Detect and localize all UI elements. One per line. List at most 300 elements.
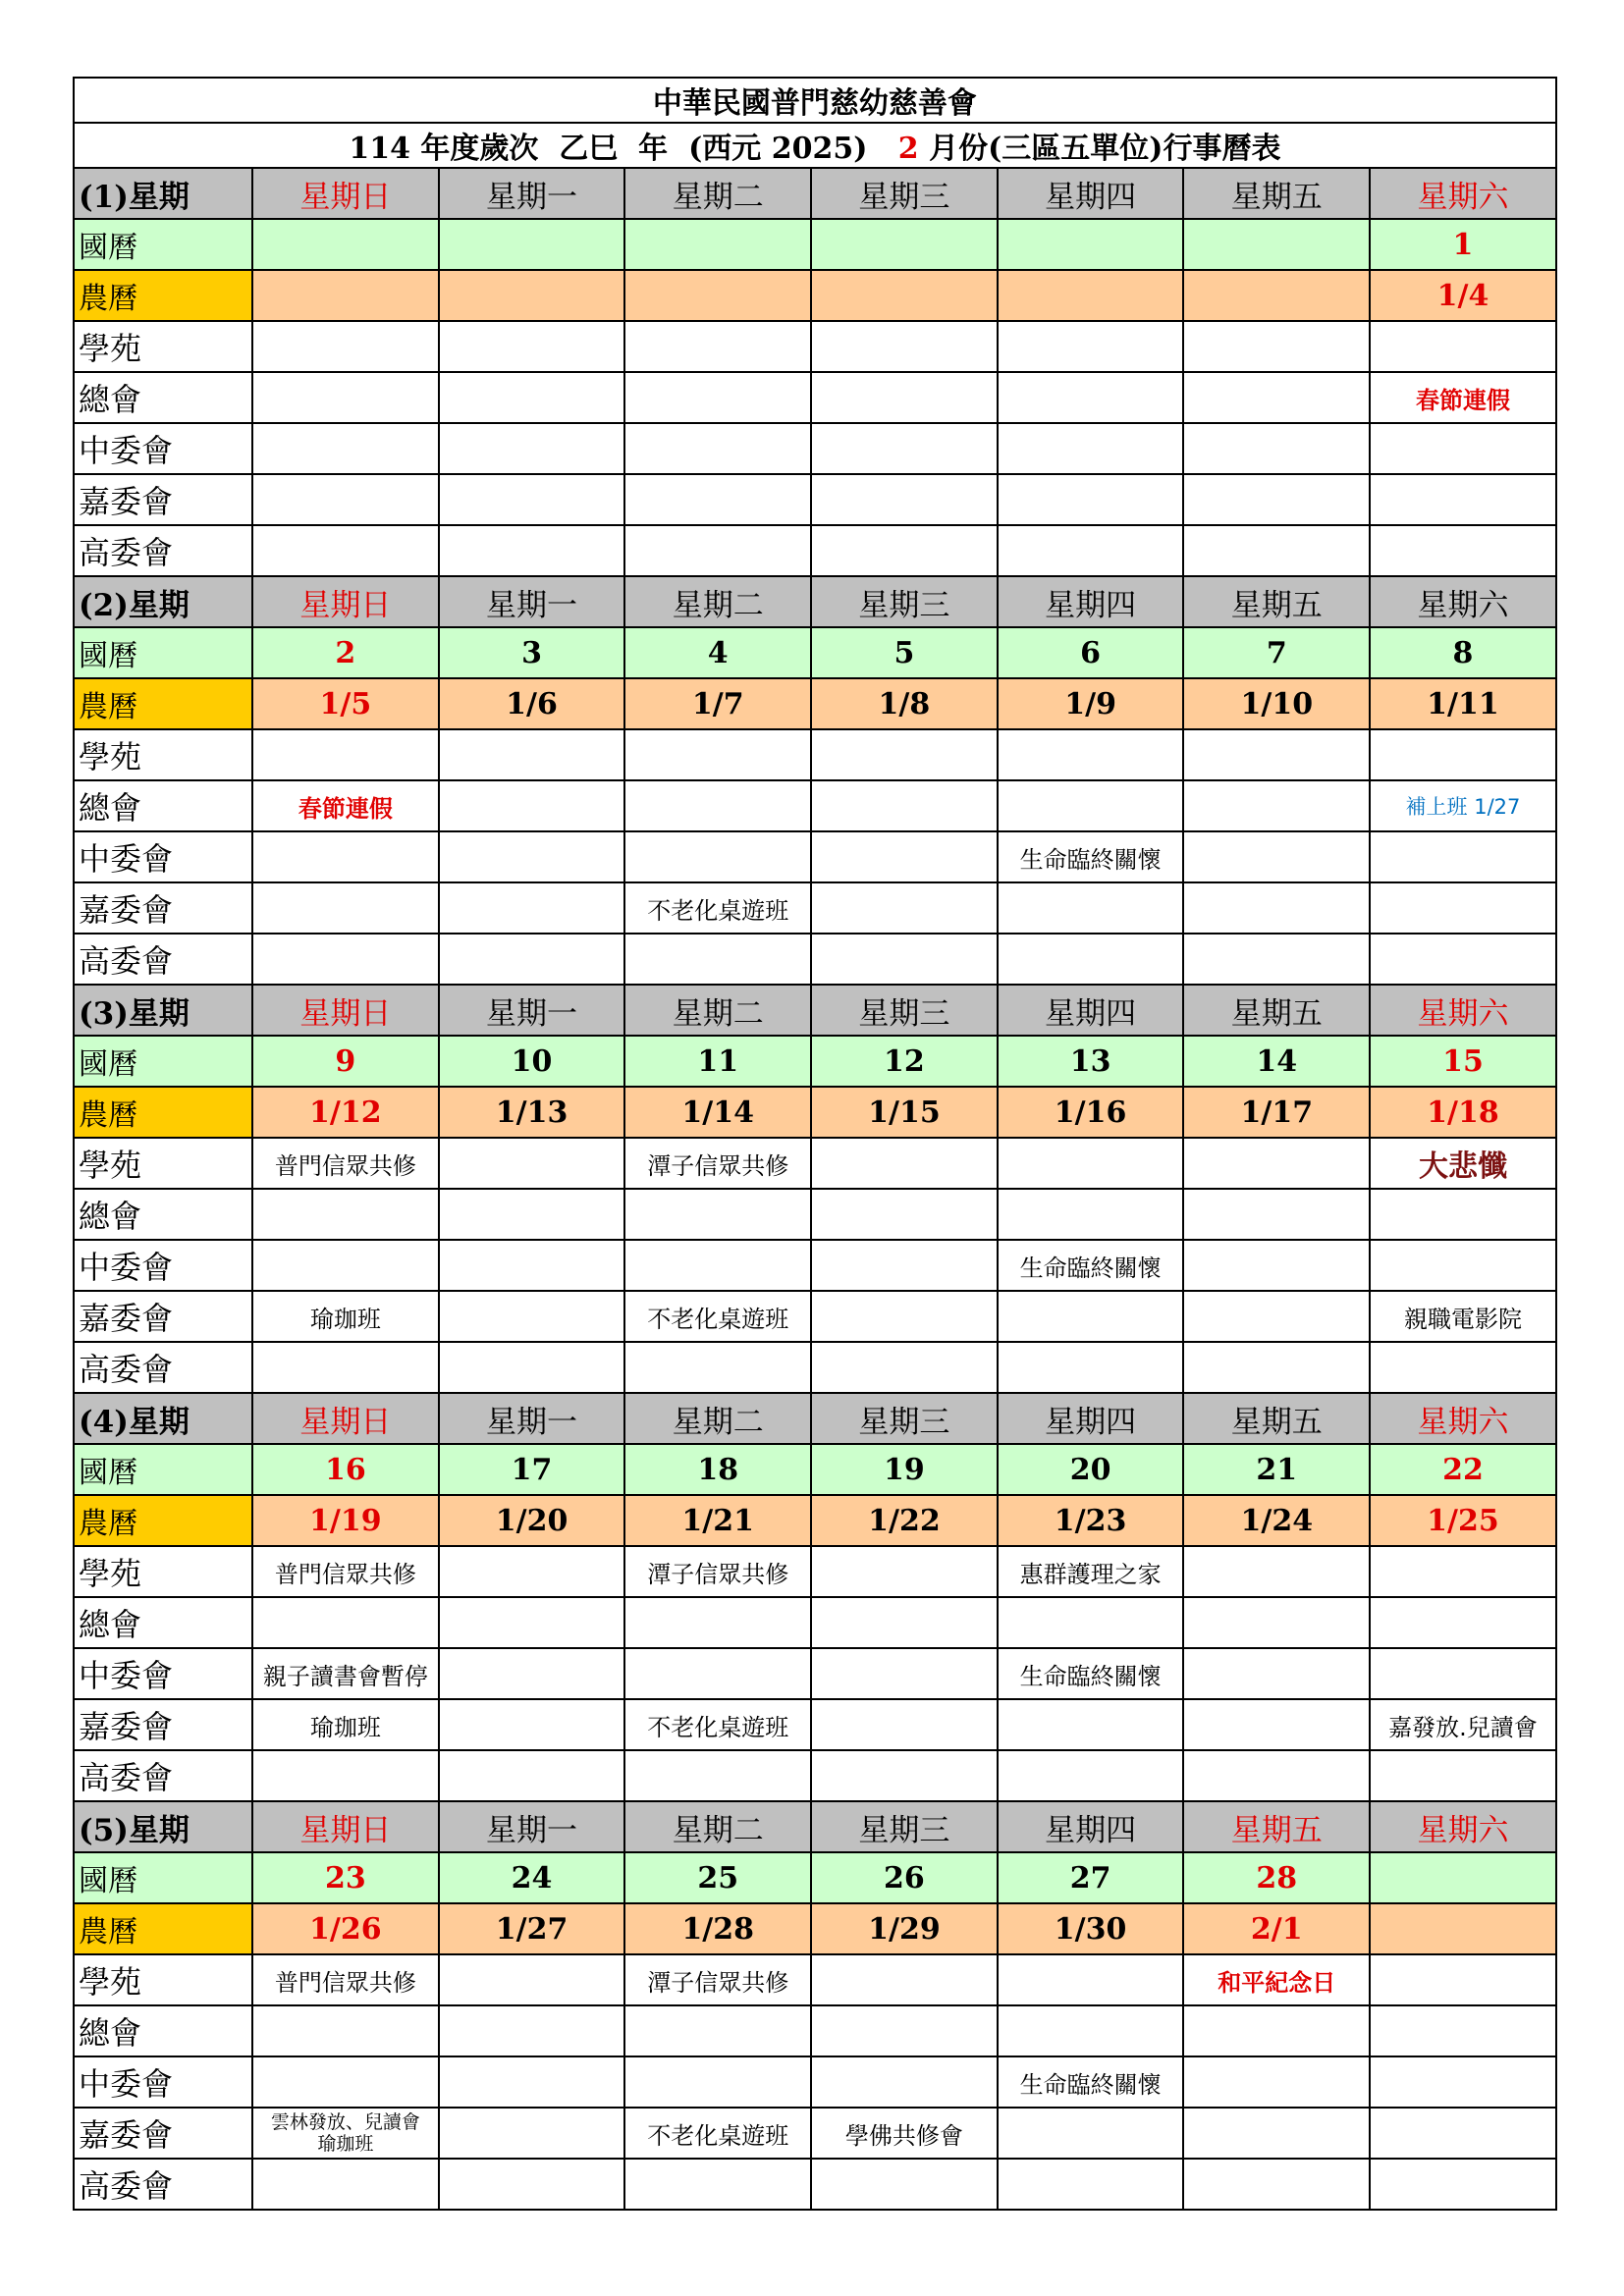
unit-label: 嘉委會 [74, 1699, 252, 1750]
lunar-row [74, 1495, 1556, 1546]
gregorian-date: 10 [439, 1036, 625, 1087]
gregorian-date: 27 [998, 1852, 1184, 1903]
event-cell: 嘉發放.兒讀會 [1370, 1699, 1556, 1750]
event-cell [252, 525, 439, 576]
event-cell [1183, 1597, 1370, 1648]
event-cell [811, 1189, 998, 1240]
weekday-header: 星期三 [811, 168, 998, 219]
week-label: (3)星期 [74, 985, 252, 1036]
week-label: (5)星期 [74, 1801, 252, 1852]
event-cell: 生命臨終關懷 [998, 2056, 1184, 2108]
unit-row [74, 1546, 1556, 1597]
week-header-row [74, 985, 1556, 1036]
weekday-header: 星期五 [1183, 576, 1370, 627]
event-cell [998, 882, 1184, 934]
week-header-row [74, 1801, 1556, 1852]
event-cell [252, 372, 439, 423]
event-cell [439, 2159, 625, 2210]
event-cell [1370, 525, 1556, 576]
unit-row [74, 831, 1556, 882]
weekday-header: 星期日 [252, 1801, 439, 1852]
event-cell [811, 1597, 998, 1648]
unit-label: 學苑 [74, 1954, 252, 2005]
unit-row [74, 2005, 1556, 2056]
event-cell [252, 1240, 439, 1291]
event-cell [998, 934, 1184, 985]
weekday-header: 星期四 [998, 576, 1184, 627]
lunar-row [74, 678, 1556, 729]
unit-row [74, 372, 1556, 423]
lunar-date: 1/4 [1370, 270, 1556, 321]
event-cell [624, 1648, 811, 1699]
unit-row [74, 474, 1556, 525]
gregorian-row [74, 627, 1556, 678]
event-cell [252, 882, 439, 934]
gregorian-date: 24 [439, 1852, 625, 1903]
lunar-date [624, 270, 811, 321]
event-cell [811, 934, 998, 985]
event-cell [811, 1546, 998, 1597]
event-cell [811, 1699, 998, 1750]
event-cell [252, 2005, 439, 2056]
lunar-label: 農曆 [74, 270, 252, 321]
event-cell: 不老化桌遊班 [624, 882, 811, 934]
week-label: (1)星期 [74, 168, 252, 219]
gregorian-date: 8 [1370, 627, 1556, 678]
gregorian-date [439, 219, 625, 270]
gregorian-date: 2 [252, 627, 439, 678]
event-cell [1183, 1648, 1370, 1699]
event-cell: 瑜珈班 [252, 1291, 439, 1342]
event-cell [439, 934, 625, 985]
week-label: (2)星期 [74, 576, 252, 627]
unit-label: 嘉委會 [74, 474, 252, 525]
event-cell [811, 2159, 998, 2210]
unit-row [74, 882, 1556, 934]
weekday-header: 星期四 [998, 1393, 1184, 1444]
unit-row [74, 1699, 1556, 1750]
unit-label: 學苑 [74, 321, 252, 372]
weekday-header: 星期六 [1370, 985, 1556, 1036]
event-cell [624, 525, 811, 576]
unit-label: 總會 [74, 1189, 252, 1240]
weekday-header: 星期一 [439, 985, 625, 1036]
unit-row [74, 1648, 1556, 1699]
event-cell [1370, 1189, 1556, 1240]
lunar-label: 農曆 [74, 1903, 252, 1954]
event-cell [811, 372, 998, 423]
event-cell: 和平紀念日 [1183, 1954, 1370, 2005]
unit-row [74, 934, 1556, 985]
weekday-header: 星期三 [811, 1801, 998, 1852]
lunar-row [74, 1087, 1556, 1138]
weekday-header: 星期六 [1370, 576, 1556, 627]
weekday-header: 星期三 [811, 1393, 998, 1444]
lunar-label: 農曆 [74, 678, 252, 729]
event-cell [811, 831, 998, 882]
gregorian-label: 國曆 [74, 1444, 252, 1495]
unit-row [74, 1240, 1556, 1291]
event-cell [998, 423, 1184, 474]
gregorian-date: 7 [1183, 627, 1370, 678]
lunar-date: 1/20 [439, 1495, 625, 1546]
lunar-date: 1/27 [439, 1903, 625, 1954]
event-cell: 普門信眾共修 [252, 1546, 439, 1597]
event-cell [624, 729, 811, 780]
lunar-date: 1/23 [998, 1495, 1184, 1546]
lunar-date: 1/15 [811, 1087, 998, 1138]
event-cell [624, 1189, 811, 1240]
event-cell [439, 1699, 625, 1750]
event-cell [998, 2108, 1184, 2159]
lunar-date: 1/18 [1370, 1087, 1556, 1138]
weekday-header: 星期三 [811, 576, 998, 627]
gregorian-date: 19 [811, 1444, 998, 1495]
unit-row [74, 1750, 1556, 1801]
event-cell [811, 423, 998, 474]
week-header-row [74, 576, 1556, 627]
gregorian-date [624, 219, 811, 270]
gregorian-date: 21 [1183, 1444, 1370, 1495]
event-cell [252, 1189, 439, 1240]
gregorian-date: 9 [252, 1036, 439, 1087]
gregorian-row [74, 219, 1556, 270]
event-cell [998, 1750, 1184, 1801]
unit-row [74, 1597, 1556, 1648]
event-cell [811, 1750, 998, 1801]
unit-label: 總會 [74, 2005, 252, 2056]
event-line: 雲林發放、兒讀會 [270, 2111, 420, 2133]
event-cell [439, 729, 625, 780]
event-cell [811, 2056, 998, 2108]
lunar-date [1183, 270, 1370, 321]
org-title: 中華民國普門慈幼慈善會 [74, 78, 1556, 123]
event-cell [1183, 934, 1370, 985]
event-cell [811, 1291, 998, 1342]
unit-label: 中委會 [74, 1240, 252, 1291]
event-cell [439, 372, 625, 423]
event-cell [624, 2056, 811, 2108]
weekday-header: 星期日 [252, 985, 439, 1036]
gregorian-date: 12 [811, 1036, 998, 1087]
lunar-date: 1/8 [811, 678, 998, 729]
weekday-header: 星期六 [1370, 1801, 1556, 1852]
gregorian-date: 5 [811, 627, 998, 678]
weekday-header: 星期六 [1370, 168, 1556, 219]
unit-label: 中委會 [74, 1648, 252, 1699]
weekday-header: 星期六 [1370, 1393, 1556, 1444]
weekday-header: 星期二 [624, 1393, 811, 1444]
event-cell: 不老化桌遊班 [624, 1699, 811, 1750]
lunar-date: 1/10 [1183, 678, 1370, 729]
event-cell [1183, 1546, 1370, 1597]
event-cell: 潭子信眾共修 [624, 1546, 811, 1597]
event-cell [811, 1342, 998, 1393]
weekday-header: 星期日 [252, 576, 439, 627]
week-header-row [74, 1393, 1556, 1444]
event-cell [1183, 1240, 1370, 1291]
event-cell [252, 1342, 439, 1393]
unit-label: 嘉委會 [74, 882, 252, 934]
weekday-header: 星期四 [998, 168, 1184, 219]
lunar-date: 1/30 [998, 1903, 1184, 1954]
event-cell [1183, 372, 1370, 423]
event-cell [998, 1291, 1184, 1342]
event-cell [1370, 423, 1556, 474]
event-cell: 補上班 1/27 [1370, 780, 1556, 831]
weekday-header: 星期二 [624, 985, 811, 1036]
event-cell [998, 729, 1184, 780]
event-cell: 不老化桌遊班 [624, 2108, 811, 2159]
calendar-subtitle [74, 123, 1556, 168]
event-cell [811, 1138, 998, 1189]
event-cell [439, 2056, 625, 2108]
event-cell [1183, 2056, 1370, 2108]
event-cell [1370, 474, 1556, 525]
event-cell [998, 2159, 1184, 2210]
lunar-date [1370, 1903, 1556, 1954]
lunar-date [998, 270, 1184, 321]
event-cell [1183, 780, 1370, 831]
gregorian-date [998, 219, 1184, 270]
gregorian-date: 13 [998, 1036, 1184, 1087]
event-cell [811, 780, 998, 831]
subtitle-month: 2 [897, 132, 919, 166]
lunar-date: 1/17 [1183, 1087, 1370, 1138]
event-cell [811, 1240, 998, 1291]
event-cell [439, 321, 625, 372]
gregorian-date: 4 [624, 627, 811, 678]
unit-row [74, 1138, 1556, 1189]
event-cell [252, 1597, 439, 1648]
event-cell: 親職電影院 [1370, 1291, 1556, 1342]
event-cell [439, 1291, 625, 1342]
unit-label: 學苑 [74, 1546, 252, 1597]
event-cell [1183, 321, 1370, 372]
event-cell [439, 2108, 625, 2159]
event-cell [1183, 882, 1370, 934]
event-cell [1370, 1597, 1556, 1648]
lunar-date: 1/5 [252, 678, 439, 729]
event-cell [1370, 1648, 1556, 1699]
unit-label: 高委會 [74, 1750, 252, 1801]
event-cell [1183, 1189, 1370, 1240]
unit-row [74, 1342, 1556, 1393]
lunar-label: 農曆 [74, 1087, 252, 1138]
gregorian-date: 16 [252, 1444, 439, 1495]
gregorian-date [252, 219, 439, 270]
event-cell [998, 1342, 1184, 1393]
event-cell [998, 525, 1184, 576]
event-cell [1370, 831, 1556, 882]
lunar-date [252, 270, 439, 321]
event-cell [252, 321, 439, 372]
event-cell [624, 1342, 811, 1393]
lunar-date: 1/28 [624, 1903, 811, 1954]
event-cell [998, 474, 1184, 525]
event-cell [998, 2005, 1184, 2056]
event-cell [1183, 1750, 1370, 1801]
event-cell [1370, 2005, 1556, 2056]
event-cell [1183, 729, 1370, 780]
event-cell: 生命臨終關懷 [998, 1648, 1184, 1699]
lunar-date: 1/9 [998, 678, 1184, 729]
event-cell [998, 1138, 1184, 1189]
event-cell [439, 423, 625, 474]
subtitle-rest: 月份(三區五單位)行事曆表 [918, 132, 1281, 166]
weekday-header: 星期二 [624, 168, 811, 219]
event-cell [439, 1546, 625, 1597]
gregorian-row [74, 1444, 1556, 1495]
event-cell [1370, 2056, 1556, 2108]
event-cell [998, 321, 1184, 372]
event-cell: 春節連假 [252, 780, 439, 831]
unit-label: 總會 [74, 1597, 252, 1648]
event-cell [811, 525, 998, 576]
unit-row [74, 2056, 1556, 2108]
unit-label: 高委會 [74, 934, 252, 985]
event-cell: 惠群護理之家 [998, 1546, 1184, 1597]
weekday-header: 星期一 [439, 168, 625, 219]
event-cell: 普門信眾共修 [252, 1954, 439, 2005]
lunar-date: 1/24 [1183, 1495, 1370, 1546]
weekday-header: 星期一 [439, 1393, 625, 1444]
event-cell: 大悲懺 [1370, 1138, 1556, 1189]
event-cell [439, 1648, 625, 1699]
gregorian-date: 25 [624, 1852, 811, 1903]
event-cell [1183, 423, 1370, 474]
event-cell [252, 1750, 439, 1801]
event-cell: 學佛共修會 [811, 2108, 998, 2159]
gregorian-date: 20 [998, 1444, 1184, 1495]
lunar-date: 1/25 [1370, 1495, 1556, 1546]
event-cell [624, 780, 811, 831]
weekday-header: 星期五 [1183, 1801, 1370, 1852]
unit-label: 學苑 [74, 729, 252, 780]
event-cell [998, 780, 1184, 831]
unit-label: 中委會 [74, 831, 252, 882]
gregorian-date: 22 [1370, 1444, 1556, 1495]
event-cell [1370, 1546, 1556, 1597]
weekday-header: 星期五 [1183, 985, 1370, 1036]
event-cell [1370, 1342, 1556, 1393]
lunar-date: 1/12 [252, 1087, 439, 1138]
event-cell [439, 474, 625, 525]
unit-label: 中委會 [74, 2056, 252, 2108]
event-cell [811, 1954, 998, 2005]
lunar-date: 2/1 [1183, 1903, 1370, 1954]
lunar-date: 1/19 [252, 1495, 439, 1546]
event-cell [998, 372, 1184, 423]
gregorian-date: 17 [439, 1444, 625, 1495]
gregorian-date: 26 [811, 1852, 998, 1903]
weekday-header: 星期五 [1183, 1393, 1370, 1444]
event-cell [1370, 729, 1556, 780]
event-cell [252, 474, 439, 525]
event-line: 瑜珈班 [317, 2133, 374, 2155]
gregorian-date [1183, 219, 1370, 270]
event-cell [1370, 321, 1556, 372]
event-cell [1370, 2159, 1556, 2210]
event-cell [1370, 882, 1556, 934]
event-cell [439, 1954, 625, 2005]
event-cell [624, 1240, 811, 1291]
unit-row [74, 1954, 1556, 2005]
unit-label: 嘉委會 [74, 2108, 252, 2159]
gregorian-row [74, 1852, 1556, 1903]
event-cell [1183, 474, 1370, 525]
calendar-table [73, 77, 1557, 2211]
gregorian-date: 3 [439, 627, 625, 678]
gregorian-date: 23 [252, 1852, 439, 1903]
event-cell [439, 831, 625, 882]
event-cell [998, 1189, 1184, 1240]
event-cell: 春節連假 [1370, 372, 1556, 423]
event-cell: 生命臨終關懷 [998, 831, 1184, 882]
event-cell [624, 2159, 811, 2210]
event-cell [439, 1240, 625, 1291]
lunar-date: 1/13 [439, 1087, 625, 1138]
event-cell [624, 321, 811, 372]
event-cell [624, 1750, 811, 1801]
event-cell [1183, 1342, 1370, 1393]
event-cell [1183, 525, 1370, 576]
lunar-date: 1/21 [624, 1495, 811, 1546]
event-cell [439, 2005, 625, 2056]
event-cell [252, 729, 439, 780]
event-cell [811, 1648, 998, 1699]
unit-row [74, 1291, 1556, 1342]
weekday-header: 星期一 [439, 576, 625, 627]
weekday-header: 星期二 [624, 1801, 811, 1852]
lunar-date: 1/16 [998, 1087, 1184, 1138]
event-cell [1370, 934, 1556, 985]
unit-label: 總會 [74, 780, 252, 831]
event-cell [252, 2056, 439, 2108]
event-cell [624, 2005, 811, 2056]
event-cell [1370, 1240, 1556, 1291]
event-cell [1370, 1954, 1556, 2005]
lunar-date [439, 270, 625, 321]
event-cell [439, 1342, 625, 1393]
weekday-header: 星期二 [624, 576, 811, 627]
event-cell [1183, 2159, 1370, 2210]
unit-row [74, 1189, 1556, 1240]
event-cell [811, 474, 998, 525]
event-cell [624, 1597, 811, 1648]
gregorian-date: 28 [1183, 1852, 1370, 1903]
event-cell [811, 321, 998, 372]
weekday-header: 星期四 [998, 1801, 1184, 1852]
event-cell: 潭子信眾共修 [624, 1138, 811, 1189]
event-cell [1183, 1699, 1370, 1750]
lunar-row [74, 1903, 1556, 1954]
event-cell [811, 882, 998, 934]
gregorian-label: 國曆 [74, 1036, 252, 1087]
weekday-header: 星期日 [252, 168, 439, 219]
unit-row [74, 780, 1556, 831]
event-cell [624, 474, 811, 525]
weekday-header: 星期三 [811, 985, 998, 1036]
unit-row [74, 525, 1556, 576]
gregorian-date [1370, 1852, 1556, 1903]
event-cell [252, 2159, 439, 2210]
event-cell: 普門信眾共修 [252, 1138, 439, 1189]
weekday-header: 星期四 [998, 985, 1184, 1036]
event-cell [439, 1138, 625, 1189]
event-cell [439, 1597, 625, 1648]
gregorian-label: 國曆 [74, 219, 252, 270]
